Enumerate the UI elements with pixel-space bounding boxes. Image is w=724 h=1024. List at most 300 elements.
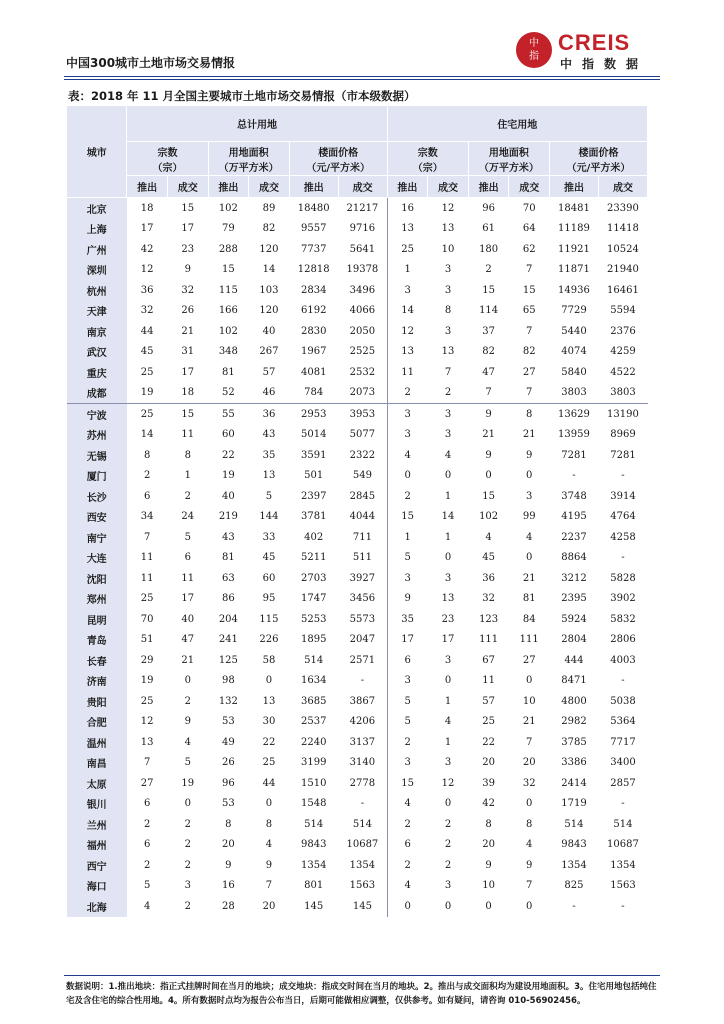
value-cell: 9: [265, 859, 273, 871]
table-row: [67, 239, 648, 260]
value-cell: 25: [140, 366, 154, 378]
value-cell: 17: [387, 630, 428, 651]
value-cell: 444: [564, 654, 584, 666]
value-cell: 4: [526, 531, 533, 543]
value-cell: 145: [304, 900, 324, 912]
value-cell: 3781: [300, 511, 327, 523]
value-cell: 514: [613, 818, 633, 830]
value-cell: 3400: [610, 757, 636, 769]
value-cell: 2806: [610, 634, 636, 646]
value-cell: 55: [221, 408, 235, 420]
value-cell: 1354: [349, 859, 376, 871]
value-cell: 6: [143, 490, 151, 502]
value-cell: 402: [304, 531, 324, 543]
value-cell: 3927: [349, 572, 376, 584]
deal-header: 成交: [428, 176, 469, 198]
table-row: [67, 219, 648, 240]
value-cell: 3591: [300, 449, 327, 461]
value-cell: 4764: [610, 511, 636, 523]
value-cell: 14: [262, 264, 276, 276]
value-cell: 32: [140, 305, 154, 317]
value-cell: 3: [526, 490, 533, 502]
value-cell: 9: [225, 859, 232, 871]
value-cell: 2857: [610, 777, 636, 789]
value-cell: 1354: [610, 859, 636, 871]
value-cell: 511: [352, 552, 372, 564]
value-cell: 2237: [561, 531, 587, 543]
table-row: [67, 671, 648, 692]
value-cell: 2: [387, 814, 428, 835]
value-cell: 19378: [346, 264, 379, 276]
value-cell: 2414: [561, 777, 587, 789]
value-cell: 1: [444, 490, 452, 502]
value-cell: 70: [522, 202, 536, 214]
city-cell: 广州: [67, 239, 127, 260]
value-cell: 32: [181, 284, 195, 296]
city-cell: 宁波: [67, 404, 127, 425]
value-cell: 5440: [561, 325, 587, 337]
value-cell: -: [621, 552, 625, 564]
value-cell: 0: [526, 900, 533, 912]
value-cell: 2322: [349, 449, 376, 461]
value-cell: 1: [184, 470, 191, 482]
value-cell: 15: [482, 490, 495, 502]
value-cell: 17: [441, 634, 455, 646]
value-cell: 40: [221, 490, 235, 502]
value-cell: 4066: [349, 305, 376, 317]
value-cell: -: [360, 675, 365, 687]
value-cell: 8864: [561, 552, 587, 564]
value-cell: 514: [304, 818, 324, 830]
value-cell: 29: [140, 654, 154, 666]
value-cell: 711: [352, 531, 372, 543]
table-caption: 表：2018 年 11 月全国主要城市土地市场交易情报（市本级数据）: [68, 89, 416, 103]
launch-header: 推出: [289, 176, 338, 198]
value-cell: 1: [444, 531, 452, 543]
value-cell: 9716: [349, 223, 376, 235]
value-cell: 19: [221, 470, 235, 482]
value-cell: 9843: [300, 839, 327, 851]
value-cell: 11: [387, 362, 428, 383]
value-cell: 0: [444, 798, 452, 810]
value-cell: 5014: [300, 429, 327, 441]
value-cell: 3: [444, 284, 452, 296]
total-count-header: 宗数 （宗）: [127, 142, 208, 176]
table-row: [67, 876, 648, 897]
total-price-header: 楼面价格 （元/平方米）: [289, 142, 387, 176]
value-cell: 3456: [349, 593, 376, 605]
value-cell: 7281: [561, 449, 587, 461]
value-cell: 21: [181, 654, 195, 666]
value-cell: 2: [428, 383, 469, 404]
table-row: [67, 732, 648, 753]
value-cell: 32: [482, 593, 495, 605]
value-cell: 2: [143, 818, 151, 830]
value-cell: 24: [181, 511, 195, 523]
value-cell: 10687: [346, 839, 379, 851]
value-cell: 2703: [300, 572, 327, 584]
value-cell: 26: [181, 305, 195, 317]
value-cell: 34: [140, 511, 154, 523]
value-cell: 801: [304, 880, 324, 892]
value-cell: 4074: [561, 346, 587, 358]
value-cell: 31: [181, 346, 195, 358]
header-rule: [64, 76, 660, 77]
value-cell: 4: [485, 531, 492, 543]
table-row: [67, 773, 648, 794]
table-row: [67, 896, 648, 917]
deal-header: 成交: [249, 176, 290, 198]
table-row: [67, 691, 648, 712]
residential-land-header: 住宅用地: [387, 106, 647, 142]
value-cell: 2537: [300, 716, 327, 728]
value-cell: 125: [218, 654, 238, 666]
value-cell: -: [360, 798, 365, 810]
value-cell: 49: [221, 736, 235, 748]
value-cell: 3386: [561, 757, 587, 769]
value-cell: 0: [387, 466, 428, 487]
value-cell: 1563: [349, 880, 376, 892]
value-cell: 144: [259, 511, 279, 523]
table-row: [67, 445, 648, 466]
value-cell: 3: [387, 568, 428, 589]
value-cell: 0: [444, 675, 452, 687]
value-cell: 11: [482, 675, 495, 687]
value-cell: 20: [522, 757, 536, 769]
value-cell: 514: [304, 654, 324, 666]
logo-brand-text: CREIS: [558, 30, 631, 55]
value-cell: 2: [444, 859, 452, 871]
table-row: [67, 630, 648, 651]
data-footnote: 数据说明：1.推出地块：指正式挂牌时间在当月的地块；成交地块：指成交时间在当月的地块。2。推出与成交面积均为建设用地面积。3。住宅用地包括纯住宅及含住宅的综合性用地。4。所有数据时点均为报告公布当日，后期可能做相应调整，仅供参考。如有疑问，请咨询 010-56902456。: [66, 982, 657, 1006]
value-cell: 14: [140, 429, 154, 441]
value-cell: 9: [485, 408, 492, 420]
value-cell: 2376: [610, 325, 636, 337]
value-cell: 13: [441, 346, 455, 358]
value-cell: -: [572, 470, 576, 482]
res-area-header: 用地面积 （万平方米）: [468, 142, 549, 176]
value-cell: 5: [265, 490, 273, 502]
value-cell: 4: [387, 794, 428, 815]
value-cell: 5840: [561, 366, 587, 378]
value-cell: 8: [526, 408, 533, 420]
value-cell: 2047: [349, 634, 376, 646]
value-cell: 8: [526, 818, 533, 830]
value-cell: 19: [181, 777, 195, 789]
value-cell: 2: [184, 695, 191, 707]
value-cell: 514: [352, 818, 372, 830]
value-cell: 5: [387, 548, 428, 569]
value-cell: 2953: [300, 408, 327, 420]
value-cell: 111: [519, 634, 539, 646]
value-cell: 64: [522, 223, 536, 235]
value-cell: 204: [218, 613, 238, 625]
value-cell: 12: [441, 777, 455, 789]
value-cell: 27: [140, 777, 154, 789]
value-cell: 0: [485, 470, 492, 482]
city-cell: 长沙: [67, 486, 127, 507]
table-row: [67, 609, 648, 630]
value-cell: 36: [262, 408, 276, 420]
value-cell: 2: [444, 818, 452, 830]
value-cell: 0: [526, 470, 533, 482]
value-cell: 2395: [561, 593, 587, 605]
value-cell: 14936: [558, 284, 590, 296]
value-cell: 7: [526, 264, 533, 276]
value-cell: 0: [526, 675, 533, 687]
value-cell: 99: [522, 511, 536, 523]
value-cell: 3: [444, 264, 452, 276]
value-cell: 45: [482, 552, 495, 564]
value-cell: 4003: [610, 654, 636, 666]
value-cell: 12: [140, 716, 154, 728]
value-cell: 7717: [610, 736, 636, 748]
city-cell: 西安: [67, 507, 127, 528]
value-cell: 2: [387, 732, 428, 753]
value-cell: 3: [444, 572, 452, 584]
value-cell: 13959: [558, 429, 590, 441]
value-cell: 5: [387, 691, 428, 712]
value-cell: 8: [485, 818, 492, 830]
value-cell: 267: [259, 346, 279, 358]
value-cell: 11418: [607, 223, 639, 235]
value-cell: 1510: [300, 777, 327, 789]
table-row: [67, 855, 648, 876]
value-cell: 60: [262, 572, 276, 584]
value-cell: 102: [479, 511, 499, 523]
value-cell: 111: [479, 634, 499, 646]
value-cell: 4: [143, 900, 151, 912]
table-row: [67, 425, 648, 446]
value-cell: 5: [184, 531, 191, 543]
value-cell: 79: [221, 223, 235, 235]
total-land-header: 总计用地: [127, 106, 387, 142]
value-cell: 11921: [558, 243, 590, 255]
value-cell: 21: [522, 572, 536, 584]
value-cell: 3: [387, 404, 428, 425]
value-cell: 14: [387, 301, 428, 322]
value-cell: 10687: [607, 839, 639, 851]
value-cell: 1747: [300, 593, 327, 605]
value-cell: 123: [479, 613, 499, 625]
value-cell: 20: [482, 839, 495, 851]
value-cell: 81: [522, 593, 536, 605]
value-cell: 15: [387, 773, 428, 794]
value-cell: 0: [265, 675, 273, 687]
value-cell: 3: [387, 671, 428, 692]
city-cell: 南昌: [67, 753, 127, 774]
value-cell: 15: [181, 408, 195, 420]
table-row: [67, 260, 648, 281]
value-cell: 5: [143, 880, 151, 892]
value-cell: 17: [181, 366, 195, 378]
value-cell: 1: [444, 736, 452, 748]
value-cell: 4800: [561, 695, 587, 707]
value-cell: 7729: [561, 305, 587, 317]
value-cell: 18481: [558, 202, 590, 214]
value-cell: 26: [221, 757, 235, 769]
value-cell: 9: [526, 449, 533, 461]
table-row: [67, 712, 648, 733]
value-cell: 166: [218, 305, 238, 317]
value-cell: 4: [526, 839, 533, 851]
value-cell: 8: [265, 818, 273, 830]
value-cell: 5594: [610, 305, 636, 317]
value-cell: 5038: [610, 695, 636, 707]
value-cell: 6192: [300, 305, 327, 317]
value-cell: 4: [387, 876, 428, 897]
value-cell: 0: [526, 798, 533, 810]
value-cell: 53: [221, 716, 235, 728]
value-cell: 288: [218, 243, 238, 255]
value-cell: 0: [444, 470, 452, 482]
city-cell: 成都: [67, 383, 127, 404]
value-cell: 25: [140, 408, 154, 420]
value-cell: 1: [387, 260, 428, 281]
value-cell: 3: [444, 880, 452, 892]
value-cell: 60: [221, 429, 235, 441]
value-cell: 12: [140, 264, 154, 276]
value-cell: 89: [262, 202, 276, 214]
value-cell: 40: [262, 325, 276, 337]
value-cell: 63: [221, 572, 235, 584]
value-cell: 2982: [561, 716, 587, 728]
deal-header: 成交: [598, 176, 647, 198]
value-cell: 3199: [300, 757, 327, 769]
value-cell: 241: [218, 634, 238, 646]
value-cell: 3867: [349, 695, 376, 707]
value-cell: 33: [262, 531, 276, 543]
value-cell: -: [621, 798, 625, 810]
value-cell: 8969: [610, 429, 636, 441]
value-cell: 5077: [349, 429, 376, 441]
value-cell: 3914: [610, 490, 636, 502]
table-row: [67, 198, 648, 219]
value-cell: 6: [184, 552, 191, 564]
value-cell: 15: [181, 202, 195, 214]
table-row: [67, 814, 648, 835]
table-row: [67, 280, 648, 301]
value-cell: 2: [143, 859, 151, 871]
value-cell: 2397: [300, 490, 327, 502]
value-cell: 4081: [300, 366, 327, 378]
value-cell: 2778: [349, 777, 376, 789]
value-cell: 82: [262, 223, 276, 235]
value-cell: 1548: [300, 798, 327, 810]
value-cell: 13: [262, 470, 276, 482]
value-cell: 10: [522, 695, 536, 707]
value-cell: 62: [522, 243, 536, 255]
value-cell: 45: [140, 346, 154, 358]
value-cell: 2: [184, 839, 191, 851]
value-cell: 67: [482, 654, 495, 666]
value-cell: 4206: [349, 716, 376, 728]
value-cell: 4: [444, 716, 452, 728]
value-cell: 3803: [550, 383, 599, 404]
value-cell: 6: [143, 839, 151, 851]
value-cell: 8: [225, 818, 232, 830]
value-cell: 3140: [349, 757, 376, 769]
value-cell: 27: [522, 654, 536, 666]
value-cell: 44: [262, 777, 276, 789]
value-cell: 6: [387, 650, 428, 671]
launch-header: 推出: [387, 176, 428, 198]
value-cell: 825: [564, 880, 584, 892]
value-cell: 7: [526, 880, 533, 892]
value-cell: 5828: [610, 572, 636, 584]
value-cell: 7: [526, 736, 533, 748]
value-cell: 25: [482, 716, 495, 728]
value-cell: 4195: [561, 511, 587, 523]
value-cell: 18: [140, 202, 154, 214]
value-cell: 4: [444, 449, 452, 461]
value-cell: 3: [387, 280, 428, 301]
value-cell: 1354: [300, 859, 327, 871]
value-cell: 4259: [610, 346, 636, 358]
value-cell: 3137: [349, 736, 376, 748]
value-cell: -: [621, 675, 625, 687]
value-cell: 81: [221, 366, 235, 378]
value-cell: 3: [387, 425, 428, 446]
city-cell: 苏州: [67, 425, 127, 446]
value-cell: 23390: [607, 202, 639, 214]
city-cell: 无锡: [67, 445, 127, 466]
value-cell: 2571: [349, 654, 376, 666]
value-cell: 0: [184, 675, 191, 687]
value-cell: 5253: [300, 613, 327, 625]
value-cell: 514: [564, 818, 584, 830]
value-cell: 86: [221, 593, 235, 605]
value-cell: 4522: [610, 366, 636, 378]
value-cell: 18: [167, 383, 208, 404]
table-row: [67, 383, 648, 404]
city-cell: 太原: [67, 773, 127, 794]
value-cell: 1354: [561, 859, 587, 871]
value-cell: 549: [352, 470, 372, 482]
value-cell: 15: [482, 284, 495, 296]
value-cell: 132: [218, 695, 238, 707]
value-cell: 0: [387, 896, 428, 917]
value-cell: 1719: [561, 798, 587, 810]
value-cell: 19: [127, 383, 168, 404]
value-cell: 2050: [349, 325, 376, 337]
table-row: [67, 835, 648, 856]
value-cell: 3: [444, 757, 452, 769]
value-cell: 219: [218, 511, 238, 523]
value-cell: 7: [509, 383, 550, 404]
value-cell: 7: [468, 383, 509, 404]
value-cell: 2: [184, 900, 191, 912]
value-cell: 43: [221, 531, 235, 543]
value-cell: 8: [184, 449, 191, 461]
value-cell: 2804: [561, 634, 587, 646]
value-cell: 784: [289, 383, 338, 404]
value-cell: 36: [140, 284, 154, 296]
value-cell: 8: [143, 449, 151, 461]
value-cell: 47: [482, 366, 495, 378]
value-cell: 3: [444, 408, 452, 420]
value-cell: 102: [218, 325, 238, 337]
city-cell: 青岛: [67, 630, 127, 651]
value-cell: -: [621, 900, 625, 912]
value-cell: 21217: [346, 202, 379, 214]
value-cell: 10524: [607, 243, 639, 255]
value-cell: 5832: [610, 613, 636, 625]
value-cell: 0: [485, 900, 492, 912]
value-cell: 20: [482, 757, 495, 769]
value-cell: 5: [387, 712, 428, 733]
value-cell: 53: [221, 798, 235, 810]
